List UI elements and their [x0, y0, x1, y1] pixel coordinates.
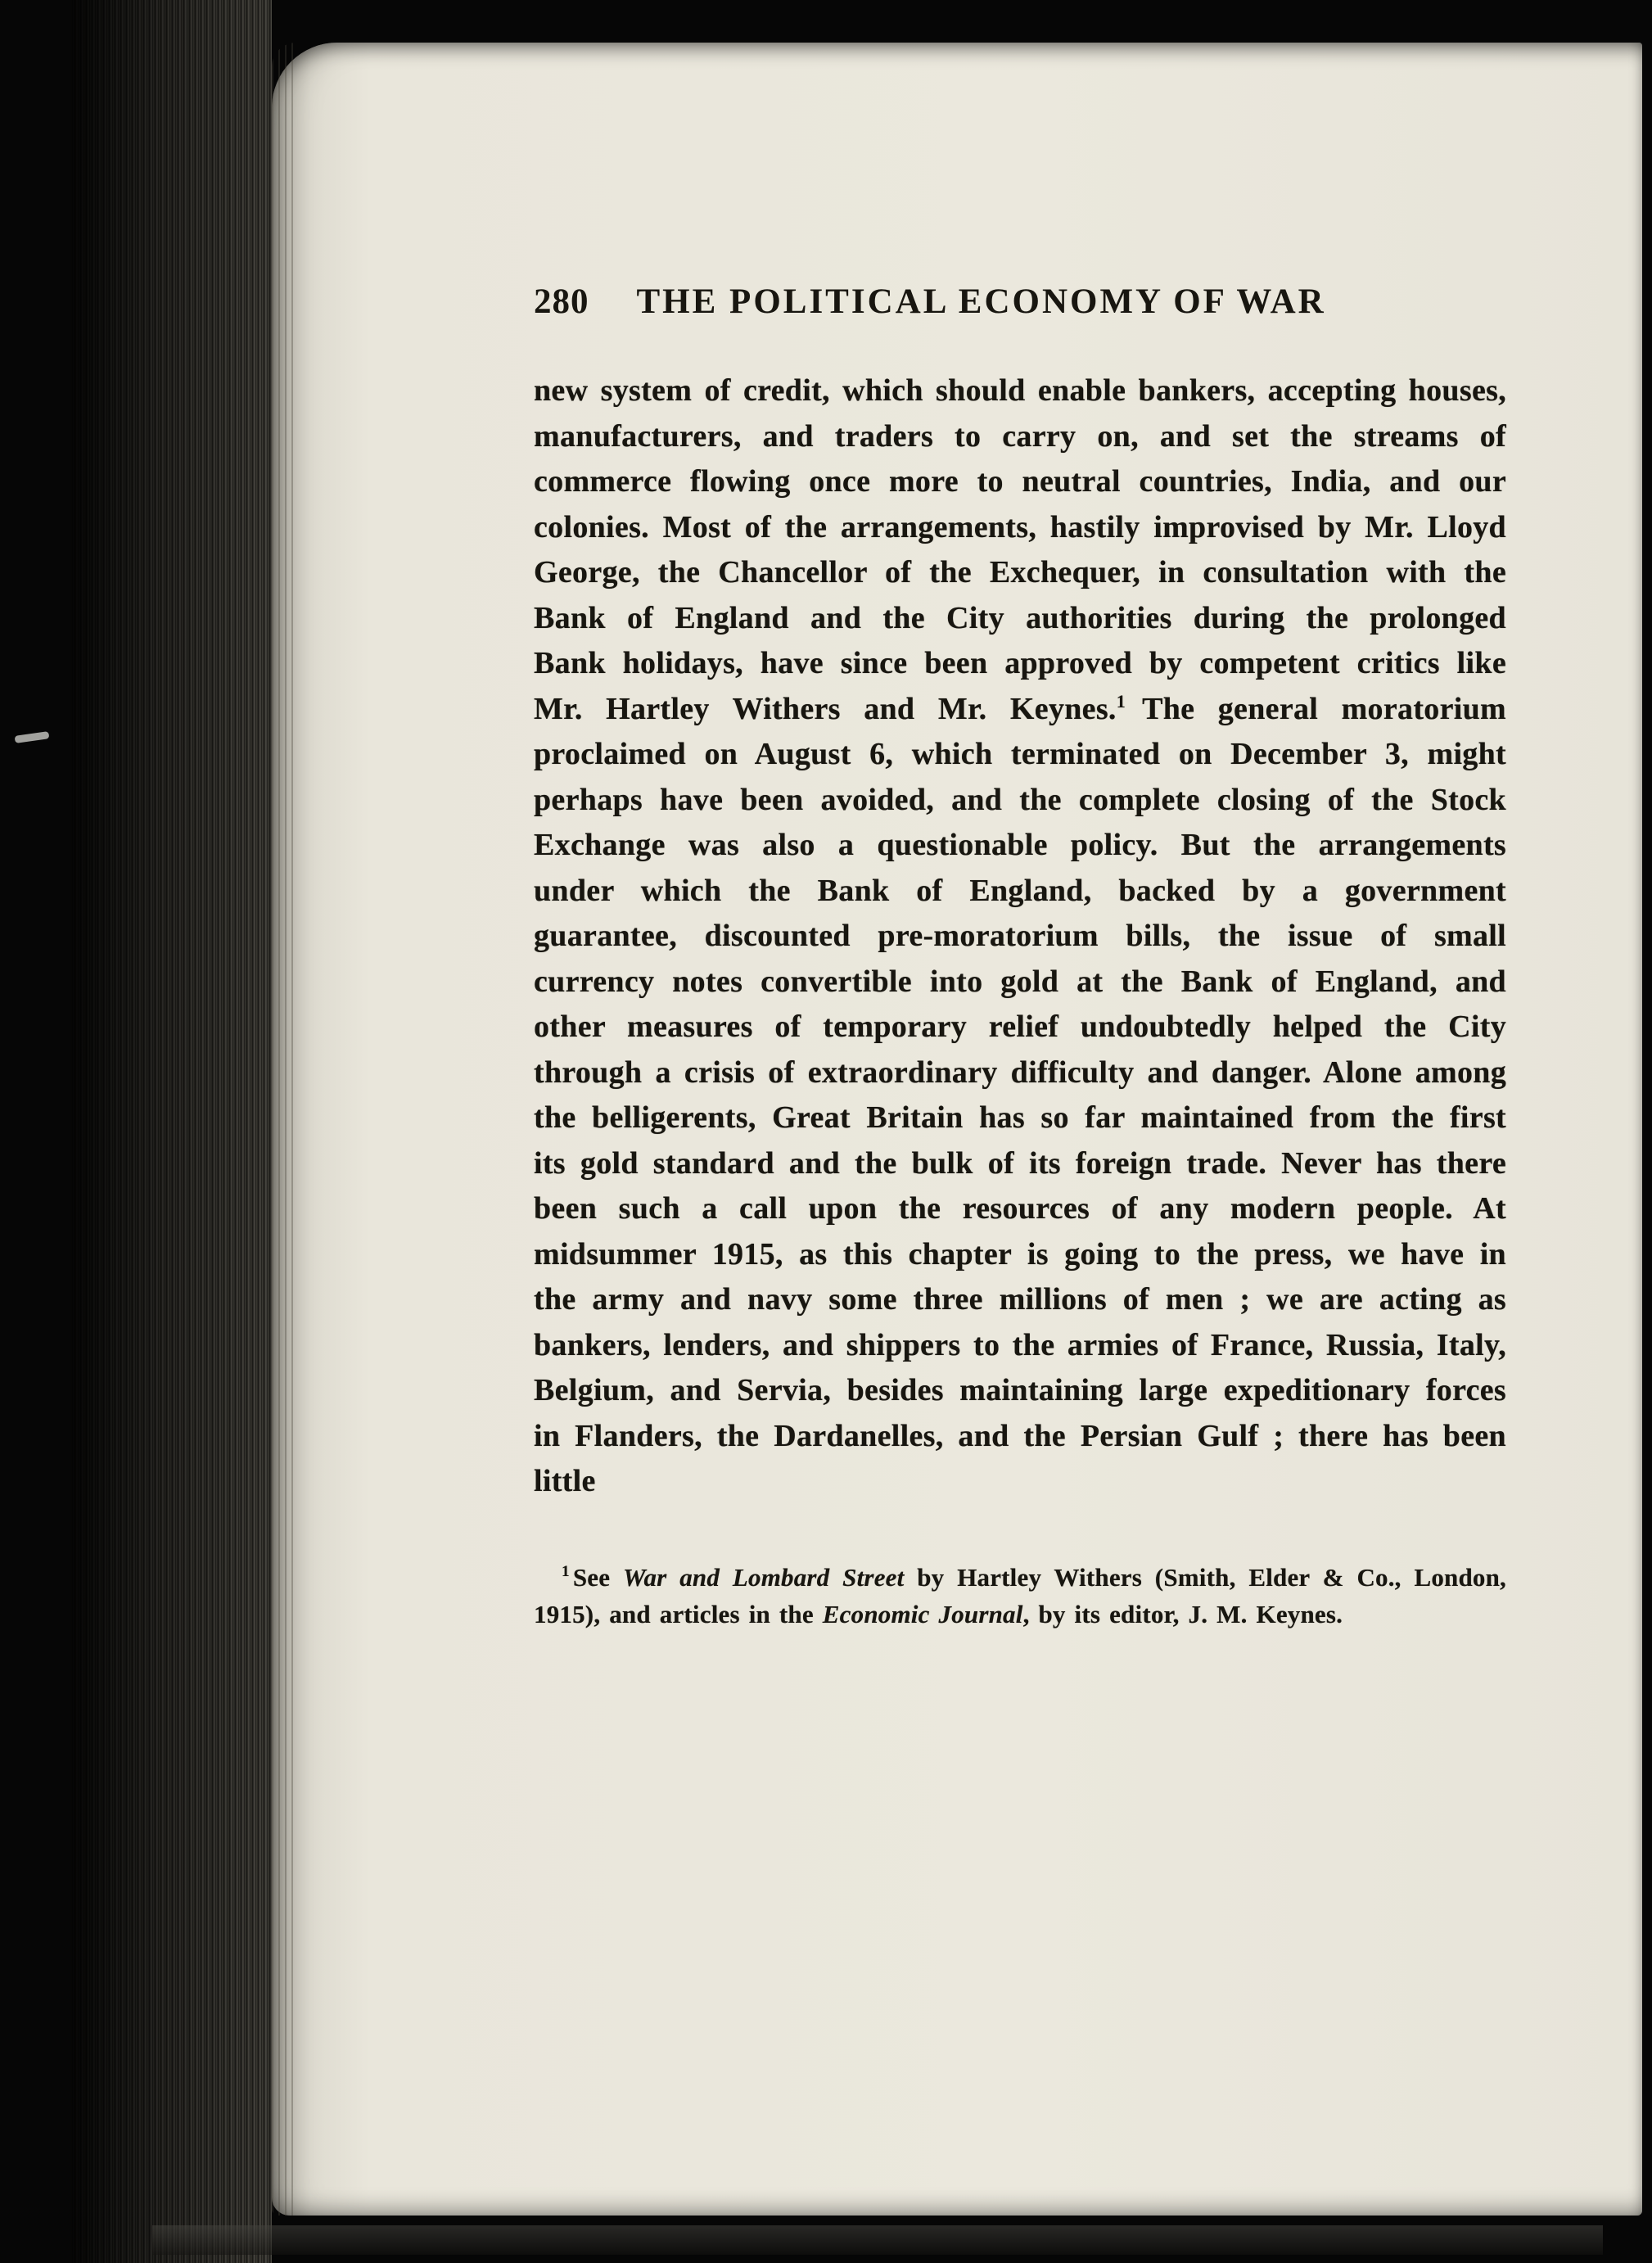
scan-artifact: [15, 731, 50, 743]
body-text-after-footnote: The general moratorium proclaimed on August 6, which terminated on December 3, might perhaps have been avoided, and the complete closing of the Stock Exchange was also a questionable policy. But the arrangements under which the Bank of England, backed by a government guarantee, discounted pre-moratorium bills, the issue of small currency notes convertible into gold at the Bank of England, and other measures of temporary relief undoubtedly helped the City through a crisis of extraordinary difficulty and danger. Alone among the belligerents, Great Britain has so far maintained from the first its gold standard and the bulk of its foreign trade. Never has there been such a call upon the resources of any modern people. At midsummer 1915, as this chapter is going to the press, we have in the army and navy some three millions of men ; we are acting as bankers, lenders, and shippers to the armies of France, Russia, Italy, Belgium, and Servia, besides maintaining large expeditionary forces in Flanders, the Dardanelles, and the Persian Gulf ; there has been little: [534, 691, 1506, 1498]
page-inner-edge-lines: [272, 43, 296, 2216]
page-number: 280: [534, 282, 589, 321]
page-header: [534, 282, 1506, 323]
footnote-marker: 1: [562, 1563, 570, 1581]
page-title: THE POLITICAL ECONOMY OF WAR: [636, 282, 1326, 321]
footnote-text-2: by Hartley Withers (Smith, Elder & Co., London, 1915), and articles in the: [534, 1562, 1506, 1628]
page-bottom-edge-shadow: [152, 2225, 1603, 2255]
footnote-journal-title: Economic Journal: [822, 1599, 1023, 1628]
body-paragraph: [534, 368, 1506, 1505]
footnote-text-3: , by its editor, J. M. Keynes.: [1022, 1599, 1343, 1628]
page-content: [534, 282, 1506, 1633]
footnote-book-title: War and Lombard Street: [622, 1562, 905, 1592]
footnote-reference: 1: [1116, 690, 1126, 711]
book-page: [272, 43, 1642, 2216]
book-page-edges: [70, 0, 272, 2263]
body-text-before-footnote: new system of credit, which should enable bankers, accepting houses, manufacturers, and traders to carry on, and set the streams of commerce flowing once more to neutral countries, India, and our colonies. Most of the arrangements, hastily improvised by Mr. Lloyd George, the Chancellor of the Exchequer, in consultation with the Bank of England and the City authorities during the prolonged Bank holidays, have since been approved by competent critics like Mr. Hartley Withers and Mr. Keynes.: [534, 373, 1506, 726]
footnote-text-1: See: [572, 1562, 623, 1592]
footnote: [534, 1559, 1506, 1633]
